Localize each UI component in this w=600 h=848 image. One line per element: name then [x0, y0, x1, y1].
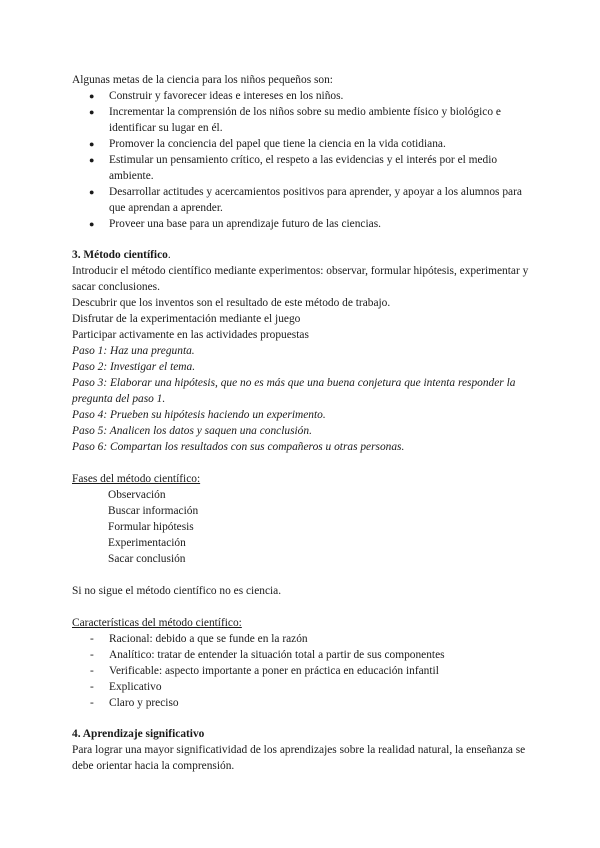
characteristic-item: - Verificable: aspecto importante a poner en práctica en educación infantil	[90, 665, 439, 677]
phase-item: Formular hipótesis	[108, 521, 194, 533]
phase-item: Experimentación	[108, 537, 186, 549]
bullet-icon: ●	[89, 187, 95, 197]
characteristics-list	[72, 631, 534, 711]
section-3-heading: 3. Método científico.	[72, 249, 171, 261]
spacer	[72, 455, 534, 471]
phase-item: Sacar conclusión	[108, 553, 186, 565]
goals-list	[72, 88, 534, 232]
step-line: Paso 5: Analicen los datos y saquen una conclusión.	[72, 425, 312, 437]
bullet-icon: ●	[89, 219, 95, 229]
section-3-line: Introducir el método científico mediante experimentos: observar, formular hipótesis, experimentar y sacar conclusiones.	[72, 265, 529, 293]
goal-item: ● Estimular un pensamiento crítico, el respeto a las evidencias y el interés por el medio ambiente.	[89, 154, 498, 182]
goal-item: ● Promover la conciencia del papel que tiene la ciencia en la vida cotidiana.	[89, 138, 446, 150]
step-line: Paso 1: Haz una pregunta.	[72, 345, 195, 357]
science-note: Si no sigue el método científico no es ciencia.	[72, 585, 282, 597]
goal-item: ● Construir y favorecer ideas e intereses en los niños.	[89, 90, 344, 102]
goal-item: ● Proveer una base para un aprendizaje futuro de las ciencias.	[89, 218, 381, 230]
step-line: Paso 4: Prueben su hipótesis haciendo un experimento.	[72, 409, 326, 421]
phases-heading: Fases del método científico:	[72, 473, 201, 485]
bullet-icon: ●	[89, 155, 95, 165]
phases-list	[72, 487, 534, 567]
characteristic-item: - Claro y preciso	[90, 697, 179, 709]
step-line: Paso 6: Compartan los resultados con sus compañeros u otras personas.	[72, 441, 405, 453]
step-line: Paso 2: Investigar el tema.	[72, 361, 196, 373]
goal-item: ● Incrementar la comprensión de los niños sobre su medio ambiente físico y biológico e identificar su lugar en él.	[89, 106, 501, 134]
intro-text: Algunas metas de la ciencia para los niños pequeños son:	[72, 74, 333, 86]
goal-item: ● Desarrollar actitudes y acercamientos positivos para aprender, y apoyar a los alumnos para que aprendan a aprender.	[89, 186, 522, 214]
step-line: Paso 3: Elaborar una hipótesis, que no es más que una buena conjetura que intenta responder la pregunta del paso 1.	[72, 377, 516, 405]
section-4-heading: 4. Aprendizaje significativo	[72, 728, 205, 740]
bullet-icon: ●	[89, 91, 95, 101]
section-4-paragraph: Para lograr una mayor significatividad de los aprendizajes sobre la realidad natural, la enseñanza se debe orientar hacia la comprensión.	[72, 744, 526, 772]
phase-item: Observación	[108, 489, 166, 501]
phase-item: Buscar información	[108, 505, 199, 517]
dash-icon: -	[90, 665, 94, 677]
bullet-icon: ●	[89, 139, 95, 149]
characteristic-item: - Racional: debido a que se funde en la razón	[90, 633, 308, 645]
bullet-icon: ●	[89, 107, 95, 117]
characteristics-heading: Características del método científico:	[72, 617, 242, 629]
spacer	[72, 599, 534, 615]
dash-icon: -	[90, 649, 94, 661]
spacer	[72, 567, 534, 583]
section-3-line: Disfrutar de la experimentación mediante el juego	[72, 313, 301, 325]
section-3-line: Descubrir que los inventos son el resultado de este método de trabajo.	[72, 297, 391, 309]
characteristic-item: - Analítico: tratar de entender la situación total a partir de sus componentes	[90, 649, 445, 661]
dash-icon: -	[90, 697, 94, 709]
characteristic-item: - Explicativo	[90, 681, 162, 693]
section-3-line: Participar activamente en las actividades propuestas	[72, 329, 309, 341]
dash-icon: -	[90, 681, 94, 693]
dash-icon: -	[90, 633, 94, 645]
page-content	[72, 72, 534, 774]
